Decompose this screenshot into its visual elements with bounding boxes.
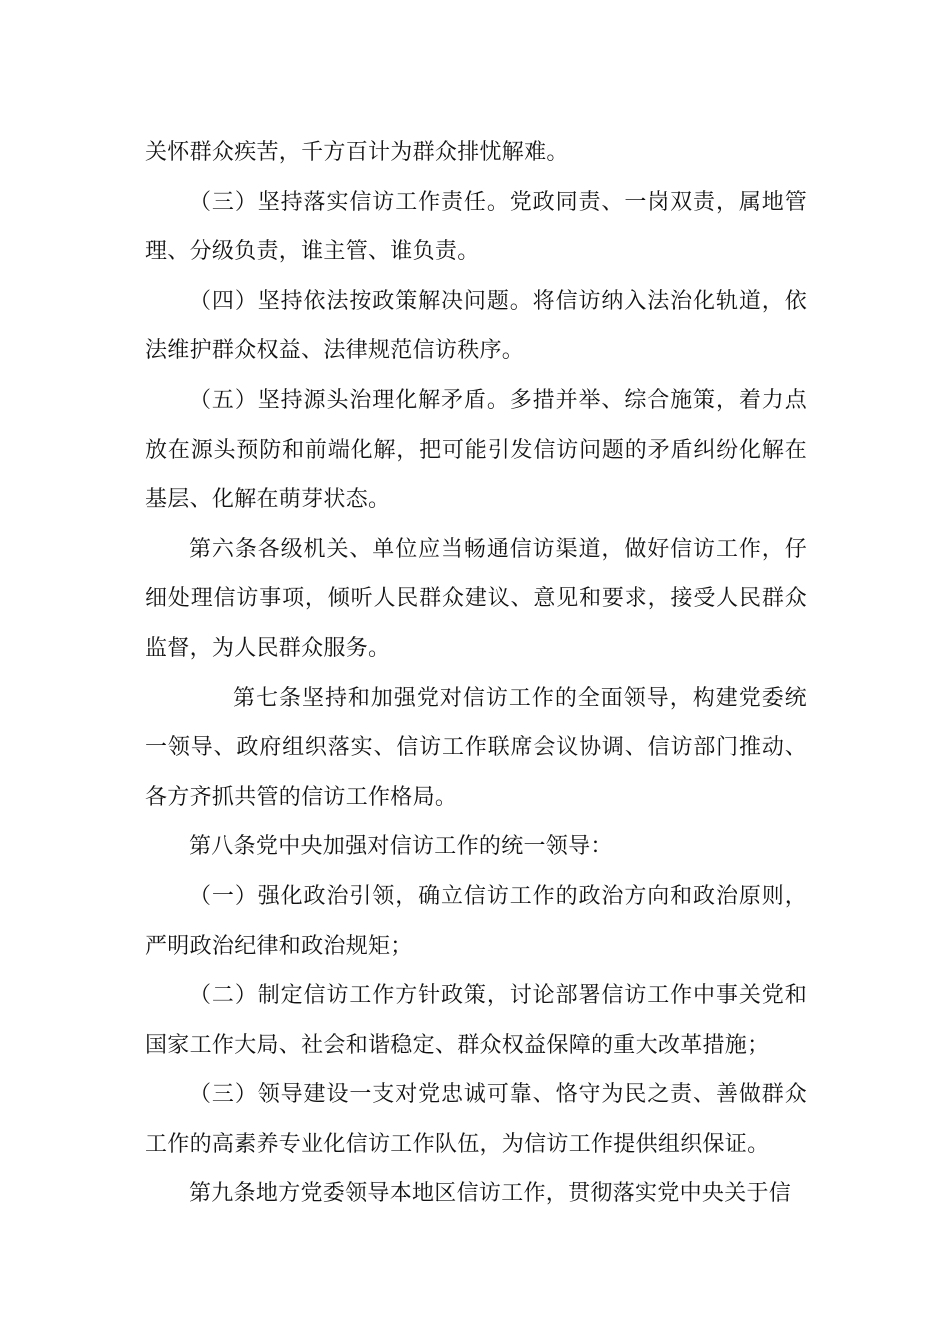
paragraph-article-6: 第六条各级机关、单位应当畅通信访渠道，做好信访工作，仔细处理信访事项，倾听人民群众建议、意见和要求，接受人民群众监督，为人民群众服务。 [145,536,807,661]
paragraph-article-8: 第八条党中央加强对信访工作的统一领导： [189,834,613,860]
document-body [145,128,807,1219]
paragraph-item-3-responsibility: （三）坚持落实信访工作责任。党政同责、一岗双责，属地管理、分级负责，谁主管、谁负责。 [145,189,807,265]
paragraph-article-8-item-1: （一）强化政治引领，确立信访工作的政治方向和政治原则，严明政治纪律和政治规矩； [145,883,807,959]
paragraph-article-8-item-3: （三）领导建设一支对党忠诚可靠、恪守为民之责、善做群众工作的高素养专业化信访工作队伍，为信访工作提供组织保证。 [145,1082,807,1157]
paragraph-article-8-item-2: （二）制定信访工作方针政策，讨论部署信访工作中事关党和国家工作大局、社会和谐稳定、群众权益保障的重大改革措施； [145,983,807,1058]
paragraph-item-5-source: （五）坚持源头治理化解矛盾。多措并举、综合施策，着力点放在源头预防和前端化解，把可能引发信访问题的矛盾纠纷化解在基层、化解在萌芽状态。 [145,387,807,513]
paragraph-article-9: 第九条地方党委领导本地区信访工作，贯彻落实党中央关于信 [189,1181,792,1207]
paragraph-continuation: 关怀群众疾苦，千方百计为群众排忧解难。 [145,140,569,165]
paragraph-article-7: 第七条坚持和加强党对信访工作的全面领导，构建党委统一领导、政府组织落实、信访工作联席会议协调、信访部门推动、各方齐抓共管的信访工作格局。 [145,685,807,810]
paragraph-item-4-law: （四）坚持依法按政策解决问题。将信访纳入法治化轨道，依法维护群众权益、法律规范信访秩序。 [145,288,807,364]
